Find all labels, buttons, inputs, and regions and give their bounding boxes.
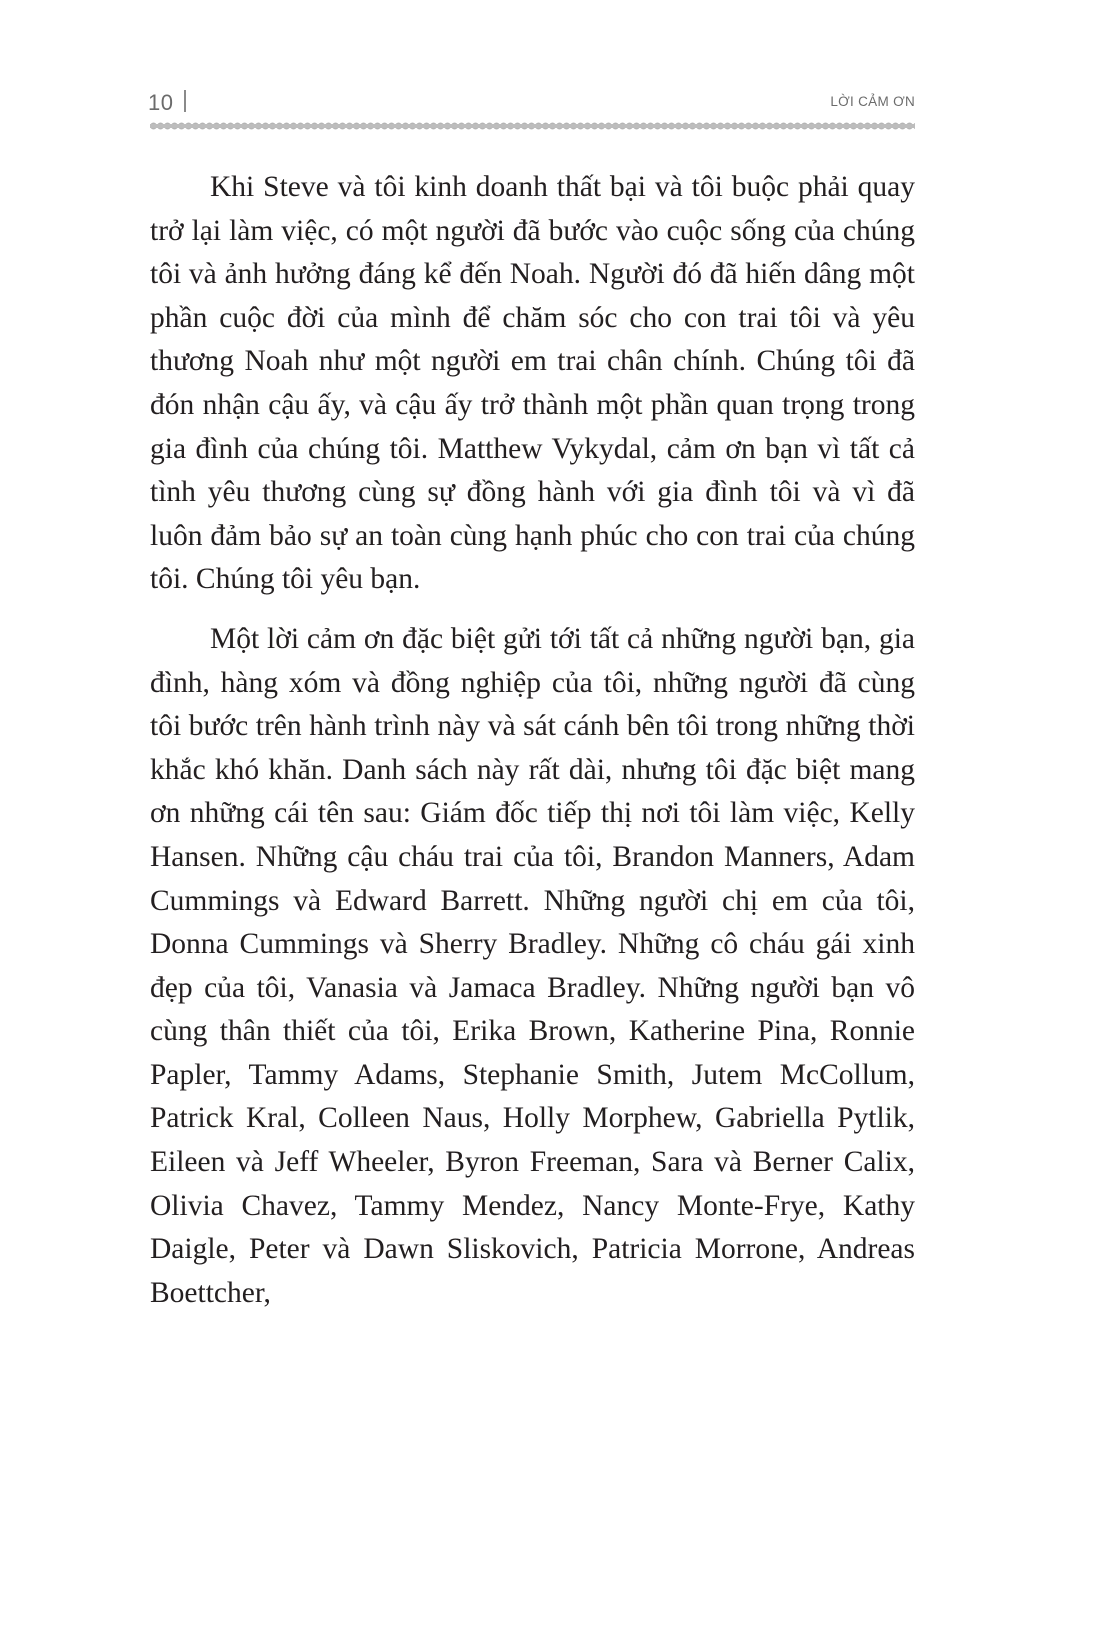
running-title: LỜI CẢM ƠN — [830, 94, 915, 109]
body-text — [150, 166, 915, 1331]
page-header — [150, 88, 915, 118]
paragraph: Một lời cảm ơn đặc biệt gửi tới tất cả những người bạn, gia đình, hàng xóm và đồng nghiệp của tôi, những người đã cùng tôi bước trên hành trình này và sát cánh bên tôi trong những thời khắc khó khăn. Danh sách này rất dài, nhưng tôi đặc biệt mang ơn những cái tên sau: Giám đốc tiếp thị nơi tôi làm việc, Kelly Hansen. Những cậu cháu trai của tôi, Brandon Manners, Adam Cummings và Edward Barrett. Những người chị em của tôi, Donna Cummings và Sherry Bradley. Những cô cháu gái xinh đẹp của tôi, Vanasia và Jamaca Bradley. Những người bạn vô cùng thân thiết của tôi, Erika Brown, Katherine Pina, Ronnie Papler, Tammy Adams, Stephanie Smith, Jutem McCollum, Patrick Kral, Colleen Naus, Holly Morphew, Gabriella Pytlik, Eileen và Jeff Wheeler, Byron Freeman, Sara và Berner Calix, Olivia Chavez, Tammy Mendez, Nancy Monte-Frye, Kathy Daigle, Peter và Dawn Sliskovich, Patricia Morrone, Andreas Boettcher, — [150, 622, 915, 1309]
decorative-rule — [150, 121, 915, 131]
page-number: 10 — [148, 90, 174, 115]
header-separator — [184, 90, 186, 112]
paragraph: Khi Steve và tôi kinh doanh thất bại và tôi buộc phải quay trở lại làm việc, có một người đã bước vào cuộc sống của chúng tôi và ảnh hưởng đáng kể đến Noah. Người đó đã hiến dâng một phần cuộc đời của mình để chăm sóc cho con trai tôi và yêu thương Noah như một người em trai chân chính. Chúng tôi đã đón nhận cậu ấy, và cậu ấy trở thành một phần quan trọng trong gia đình của chúng tôi. Matthew Vykydal, cảm ơn bạn vì tất cả tình yêu thương cùng sự đồng hành với gia đình tôi và vì đã luôn đảm bảo sự an toàn cùng hạnh phúc cho con trai của chúng tôi. Chúng tôi yêu bạn. — [150, 171, 915, 596]
